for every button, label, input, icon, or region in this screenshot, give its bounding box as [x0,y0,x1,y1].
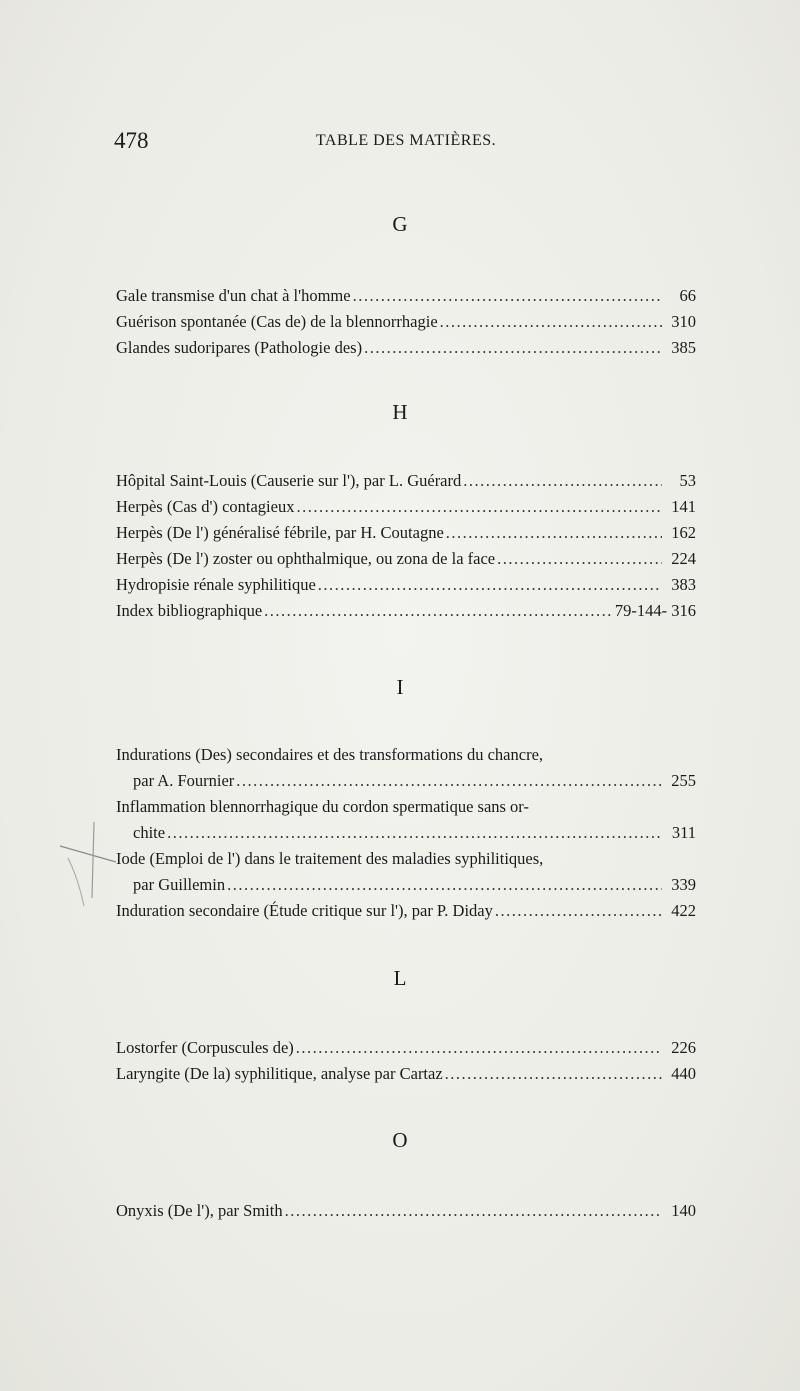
index-entry [116,285,696,306]
index-entry [116,311,696,332]
entry-text: Inflammation blennorrhagique du cordon spermatique sans or- [116,797,529,816]
entry-text-continued: par A. Fournier [133,771,235,790]
entry-text: Glandes sudoripares (Pathologie des) [116,338,363,357]
index-entry [116,1200,696,1221]
entry-page: 79-144- 316 [614,601,696,620]
page-header [114,128,698,158]
entry-page: 422 [671,901,696,920]
index-entry [116,548,696,569]
index-entry [116,470,696,491]
index-entry [116,600,696,621]
entry-page: 53 [679,471,696,490]
entry-text: Herpès (Cas d') contagieux [116,497,295,516]
index-entry [116,1063,696,1084]
entry-text: Iode (Emploi de l') dans le traitement des maladies syphilitiques, [116,849,544,868]
index-entry [116,574,696,595]
entry-page: 440 [671,1064,696,1083]
entry-text: Lostorfer (Corpuscules de) [116,1038,294,1057]
entry-text: Herpès (De l') généralisé fébrile, par H. Coutagne [116,523,444,542]
entry-page: 255 [671,771,696,790]
entry-text-continued: par Guillemin [133,875,226,894]
entry-text: Indurations (Des) secondaires et des transformations du chancre, [116,745,544,764]
index-entry [116,496,696,517]
entry-text: Herpès (De l') zoster ou ophthalmique, ou zona de la face [116,549,496,568]
entry-page: 310 [671,312,696,331]
entry-page: 140 [671,1201,696,1220]
entry-text: Hôpital Saint-Louis (Causerie sur l'), par L. Guérard [116,471,462,490]
entry-text: Index bibliographique [116,601,263,620]
section-letter-l: L [393,966,407,990]
page-number: 478 [114,128,149,153]
entry-text: Gale transmise d'un chat à l'homme [116,286,351,305]
entry-page: 162 [671,523,696,542]
section-letter-o: O [392,1128,408,1152]
entry-page: 66 [679,286,696,305]
entry-page: 224 [671,549,696,568]
section-letter-g: G [392,212,408,236]
index-entry [116,337,696,358]
entry-page: 383 [671,575,696,594]
entry-page: 226 [671,1038,696,1057]
index-entry [116,848,696,895]
pencil-mark-icon [58,818,138,908]
entry-text: Induration secondaire (Étude critique sur l'), par P. Diday [116,901,493,920]
index-entry [116,900,696,921]
running-head: TABLE DES MATIÈRES. [315,132,497,149]
entry-text: Onyxis (De l'), par Smith [116,1201,283,1220]
entry-page: 385 [671,338,696,357]
index-entry [116,522,696,543]
entry-page: 339 [671,875,696,894]
index-entry [116,744,696,791]
index-entry [116,796,696,843]
index-entry [116,1037,696,1058]
entry-text: Guérison spontanée (Cas de) de la blennorrhagie [116,312,438,331]
entry-page: 141 [671,497,696,516]
entry-text: Hydropisie rénale syphilitique [116,575,316,594]
entry-text-continued: chite [133,823,166,842]
entry-text: Laryngite (De la) syphilitique, analyse par Cartaz [116,1064,443,1083]
entry-page: 311 [671,823,696,842]
section-letter-h: H [392,400,408,424]
section-letter-i: I [396,675,404,699]
